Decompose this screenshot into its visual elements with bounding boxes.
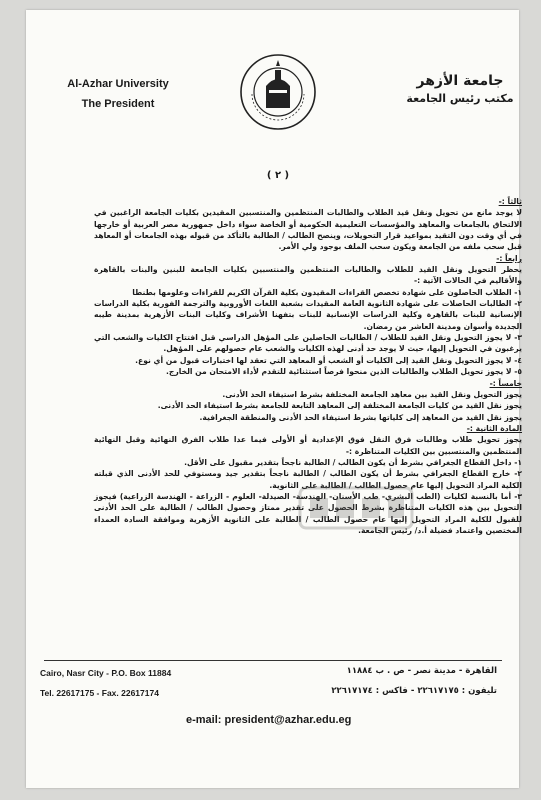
footer-divider (44, 660, 502, 661)
body-paragraph: يجوز تحويل طلاب وطالبات فرق النقل فوق الإعدادية أو الأولى فيما عدا طلاب الفرق النهائية وقبل النهائية المنتظمين والمنتسبين بين الكليات المتناظرة :- (94, 435, 522, 456)
arabic-letterhead (404, 72, 516, 108)
footer-phone-en: Tel. 22617175 - Fax. 22617174 (40, 688, 159, 698)
body-paragraph: لا يوجد مانع من تحويل ونقل قيد الطلاب والطالبات المنتظمين والمنتسبين المقيدين بكليات الجامعة الراغبين في الالتحاق بالجامعات والمعاهد والمؤسسات التعليمية الحكومية أو الخاصة سواء داخل جمهورية مصر العربية أو خارجها في أي وقت دون التقيد بمواعيد قرار التحويلات، وينصح الطالب / الطالبة بالتأكد من قبوله بهذه الجامعات أو المعاهد قبل سحب ملفه من الجامعة ويكون سحب الملف بوجود ولي الأمر. (94, 208, 522, 252)
document-page (26, 10, 522, 788)
office-title-ar: مكتب رئيس الجامعة (406, 92, 514, 105)
university-name-en: Al-Azhar University (67, 78, 169, 90)
president-title-en: The President (81, 98, 155, 110)
body-paragraph: ٤- لا يجوز التحويل ونقل القيد إلى الكليات أو الشعب أو المعاهد التي تعقد لها اختبارات قبول من أي نوع. (135, 355, 522, 365)
body-paragraph: ٣- أما بالنسبة لكليات (الطب البشري- طب الأسنان- الهندسة- الصيدلة- العلوم - الزراعة - الهندسة الزراعية) فيجوز التحويل بين هذه الكليات المتناظرة بشرط الحصول على تقدير ممتاز وحصول الطالب / الطالبة على الحد الأدنى للقبول للكلية المراد التحويل إليها عام حصول الطالب / الطالبة على الثانوية الأزهرية وموافقة السادة العمداء المختصين واعتماد فضيلة أ.د/ رئيس الجامعة. (94, 491, 522, 535)
body-paragraph: ٣- لا يجوز التحويل ونقل القيد للطلاب / الطالبات الحاصلين على المؤهل الدراسي قبل افتتاح الكليات والشعب التي يرغبون في التحويل إليها، حيث لا يوجد حد أدنى لهذه الكليات والشعب عام حصولهم على المؤهل. (94, 333, 522, 354)
english-letterhead (58, 74, 178, 114)
body-paragraph: يجوز نقل القيد من كليات الجامعة المختلفة إلى المعاهد التابعة للجامعة بشرط استيفاء الحد الأدنى. (157, 401, 522, 411)
body-paragraph: يجوز نقل القيد من المعاهد إلى كلياتها بشرط استيفاء الحد الأدنى والمنطقة الجغرافية. (199, 412, 522, 422)
university-name-ar: جامعة الأزهر (416, 73, 504, 89)
body-paragraph: ٢- خارج القطاع الجغرافي بشرط أن يكون الطالب / الطالبة ناجحاً بتقدير جيد ومستوفي للحد الأدنى الذي قبلته الكلية المراد التحويل إليها عام حصول الطالب / الطالبة على الثانوية. (94, 469, 522, 490)
al-azhar-seal-logo (238, 50, 318, 132)
body-paragraph: ٢- الطالبات الحاصلات على شهادة الثانوية العامة المقيدات بشعبة اللغات الأوروبية والترجمة الفورية بكلية الدراسات الإنسانية للبنات بالقاهرة وكلية الدراسات الإنسانية للبنات بتفهنا الأشراف وكليات البنات الأزهرية بمدينة طيبه الجديدة وأسوان ومدينة العاشر من رمضان. (94, 299, 522, 331)
section-heading: خامساً :- (489, 378, 522, 388)
body-paragraph: ٥- لا يجوز تحويل الطلاب والطالبات الذين منحوا فرصاً استثنائية للتقدم لأداء الامتحان من الخارج. (166, 367, 522, 377)
footer-phone-ar: تليفون : ٢٢٦١٧١٧٥ - فاكس : ٢٢٦١٧١٧٤ (331, 686, 497, 696)
body-paragraph: يجوز التحويل ونقل القيد بين معاهد الجامعة المختلفة بشرط استيفاء الحد الأدنى. (222, 389, 522, 399)
section-heading: المادة الثانية :- (466, 423, 522, 433)
body-paragraph: ١- داخل القطاع الجغرافي بشرط أن يكون الطالب / الطالبة ناجحاً بتقدير مقبول على الأقل. (184, 457, 522, 467)
footer-email[interactable]: e-mail: president@azhar.edu.eg (186, 714, 352, 726)
body-paragraph: ١- الطلاب الحاصلون على شهادة تخصص القراءات المقيدون بكلية القرآن الكريم للقراءات وعلومها بطنطا (132, 287, 522, 297)
section-heading: رابعاً :- (496, 253, 522, 263)
body-paragraph: يحظر التحويل ونقل القيد للطلاب والطالبات المنتظمين والمنتسبين بكليات الجامعة للبنين والبنات بالقاهرة والأقاليم في الحالات الآتية :- (94, 265, 522, 286)
page-number: ( ٢ ) (266, 170, 290, 181)
section-heading: ثالثاً :- (498, 197, 522, 206)
footer-address-ar: القاهرة - مدينة نصر - ص . ب ١١٨٨٤ (346, 666, 497, 676)
footer-address-en: Cairo, Nasr City - P.O. Box 11884 (40, 668, 172, 678)
watermark-stamp (296, 480, 416, 534)
